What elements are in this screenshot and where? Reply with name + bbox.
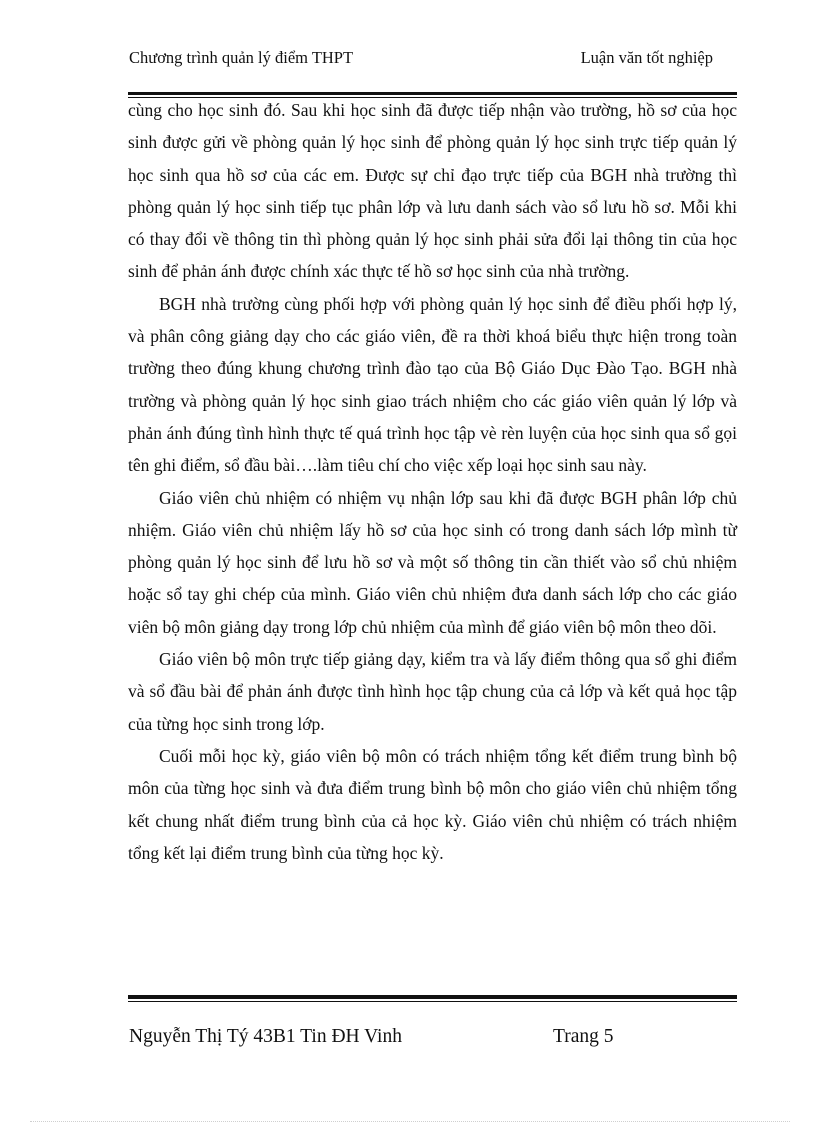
paragraph: Giáo viên bộ môn trực tiếp giảng dạy, kiểm tra và lấy điểm thông qua sổ ghi điểm và sổ đầu bài để phản ánh được tình hình học tập chung của cả lớp và kết quả học tập của từng học sinh trong lớp. bbox=[128, 649, 737, 734]
page-header bbox=[129, 48, 739, 72]
page-edge-divider bbox=[30, 1121, 790, 1122]
header-title: Chương trình quản lý điểm THPT bbox=[129, 48, 354, 67]
paragraph-continued: cùng cho học sinh đó. Sau khi học sinh đã được tiếp nhận vào trường, hồ sơ của học sinh được gửi về phòng quản lý học sinh để phòng quản lý học sinh trực tiếp quản lý học sinh qua hồ sơ của các em. Được sự chỉ đạo trực tiếp của BGH nhà trường thì phòng quản lý học sinh tiếp tục phân lớp và lưu danh sách vào sổ lưu hồ sơ. Mỗi khi có thay đổi về thông tin thì phòng quản lý học sinh phải sửa đổi lại thông tin của học sinh để phản ánh được chính xác thực tế hồ sơ học sinh của nhà trường. bbox=[128, 100, 737, 282]
body-text bbox=[128, 94, 737, 869]
page-number: Trang 5 bbox=[553, 1026, 614, 1047]
paragraph: BGH nhà trường cùng phối hợp với phòng quản lý học sinh để điều phối hợp lý, và phân công giảng dạy cho các giáo viên, đề ra thời khoá biểu thực hiện trong toàn trường theo đúng khung chương trình đào tạo của Bộ Giáo Dục Đào Tạo. BGH nhà trường và phòng quản lý học sinh giao trách nhiệm cho các giáo viên quản lý lớp và phản ánh đúng tình hình thực tế quá trình học tập vè rèn luyện của học sinh qua sổ gọi tên ghi điểm, sổ đầu bài….làm tiêu chí cho việc xếp loại học sinh sau này. bbox=[128, 293, 737, 476]
header-thesis-label: Luận văn tốt nghiệp bbox=[580, 48, 713, 67]
paragraph: Giáo viên chủ nhiệm có nhiệm vụ nhận lớp sau khi đã được BGH phân lớp chủ nhiệm. Giáo viên chủ nhiệm lấy hồ sơ của học sinh có trong danh sách lớp mình từ phòng quản lý học sinh để lưu hồ sơ và một số thông tin cần thiết vào sổ chủ nhiệm hoặc sổ tay ghi chép của mình. Giáo viên chủ nhiệm đưa danh sách lớp cho các giáo viên bộ môn giảng dạy trong lớp chủ nhiệm của mình để giáo viên bộ môn theo dõi. bbox=[128, 487, 737, 637]
footer-divider bbox=[128, 995, 737, 999]
paragraph: Cuối mỗi học kỳ, giáo viên bộ môn có trách nhiệm tổng kết điểm trung bình bộ môn của từng học sinh và đưa điểm trung bình bộ môn cho giáo viên chủ nhiệm tổng kết chung nhất điểm trung bình của cả học kỳ. Giáo viên chủ nhiệm có trách nhiệm tổng kết lại điểm trung bình của từng học kỳ. bbox=[128, 745, 737, 863]
footer-divider-thin bbox=[128, 1001, 737, 1002]
footer-author: Nguyễn Thị Tý 43B1 Tin ĐH Vinh bbox=[129, 1026, 402, 1047]
